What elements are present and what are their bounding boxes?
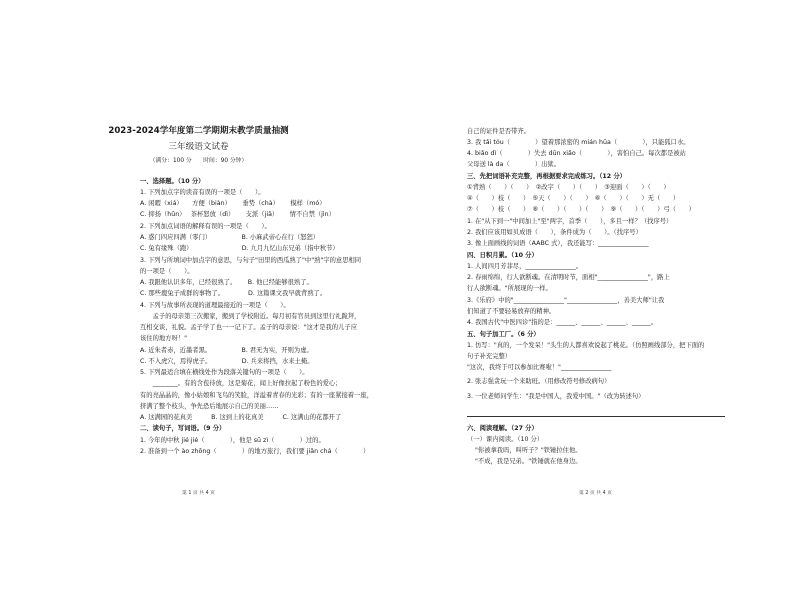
question-line: 们知道了不要轻易放弃的精神。 (467, 308, 556, 315)
question-line: "这次，我终于可以参加比赛啦！"________________ (467, 364, 612, 371)
section-heading: 六、阅读理解。（27 分） (467, 425, 538, 432)
section-heading: 四、日积月累。（10 分） (467, 252, 538, 259)
passage-line: 该住的地方呀！" (140, 335, 187, 342)
question-line: 父母送 là da（ ）出狱。 (467, 161, 561, 168)
question-line: 3. 下列与所填词中加点字的意思，与句子"田里的西瓜熟了"中"熟"字的意思相同 (140, 257, 362, 264)
fill-in-line: ①背熟（ ）（ ） ②改字（ ）（ ） ③迎面（ ）（ ） (467, 184, 670, 191)
option-line: A. 近朱者赤，近墨者黑。 B. 君无为实，开则为虚。 (140, 347, 313, 354)
question-line: 3. 一位老师问学生："我是中国人，我爱中国。"（改为转述句） (467, 393, 645, 400)
section-heading: 五、句子加工厂。（6 分） (467, 331, 540, 338)
question-line: 自己的证件是否带齐。 (467, 128, 530, 135)
option-line: A. 惑门四应四满（零门） B. 小麻武帝心在行（怒恕） (140, 234, 320, 241)
page-footer: 第 1 页 共 4 页 (182, 491, 215, 496)
question-line: 3. 像上面画线的词语（AABC 式），我还能写：________________ (467, 240, 649, 247)
section-heading: 三、先把词语补充完整，再根据要求完成练习。（12 分） (467, 173, 626, 180)
passage-line: ________。有的含苞待放，这是菊花，闻上好像拉起了粉色的爱心； (140, 380, 342, 387)
exam-meta: （满分：100 分 时间：90 分钟） (149, 158, 248, 164)
divider-line (467, 416, 725, 417)
passage-line: "你被拿我吗，叫听子？"铁锤拉住他。 (475, 447, 582, 454)
question-line: 1. 在"从下到一"中间加上"至"两字，首季（ ），多且一样？（找序号） (467, 218, 673, 225)
question-line: 2. 张志强贪玩一个来助班。（用修改符号修改病句） (467, 378, 611, 385)
question-line: 1. 仿写："真的，一个发呆！"头生的人都喜欢说起了桃花。（仿照画线部分，把下面的 (467, 342, 705, 349)
question-line: 4. biǎo dì（ ）失去 dūn xiǎo（ ），害怕自己。每次都是被站 (467, 150, 686, 157)
question-line: 句子补充完整） (467, 353, 512, 360)
question-line: 2. 春雨绵绵，行人欲断魂。在清明时节，面相"________________"，路上 (467, 274, 670, 281)
option-line: A. 我跟他认识多年，已经很熟了。 B. 他已经能够很熟了。 (140, 279, 313, 286)
option-line: C. 抑扬（hūn） 茶杯怒放（dì） 支派（jiā） 情不自禁（jìn） (140, 211, 335, 218)
question-line: 4. 下列与故事所表现的道理最接近的一项是（ ）。 (140, 302, 290, 309)
exam-title: 2023-2024学年度第二学期期末教学质量抽测 (108, 126, 289, 136)
passage-line: 孟子的母亲第三次搬家，搬到了学校附近。每月初有官员到这里行礼跪拜， (140, 313, 361, 320)
section-heading: 一、选择题。（10 分） (140, 178, 205, 185)
option-line: A. 闲暇（xiá） 方便（biàn） 垂势（chà） 模样（mó） (140, 200, 326, 207)
question-line: 2. 准备到一个 ào zhōng（ ）的地方旅行，我们要 jiǎn chá（ ） (140, 448, 370, 455)
question-line: 行人欲断魂。"所展现的一样。 (467, 285, 552, 292)
section-heading: 二、读句子，写词语。（9 分） (140, 425, 226, 432)
question-line: 的一项是（ ）。 (140, 268, 194, 275)
option-line: C. 不入虎穴，焉得虎子。 D. 兵来将挡，水来土掩。 (140, 358, 314, 365)
fill-in-line: ⑦（ ）枝（ ） ⑧（ ）（ ）（ ） ⑨（ ）（ ）弓（ ） (467, 206, 695, 213)
page-footer: 第 2 页 共 4 页 (579, 491, 612, 496)
option-line: C. 兔有缘殊（跑） D. 九月九忆山东兄弟（指中秋节） (140, 245, 339, 252)
option-line: A. 这满园的花真美 B. 这到上的花真美 C. 这满山的花都开了 (140, 414, 342, 421)
exam-page-right (397, 0, 794, 614)
option-line: C. 那些鹿兔子成群的事物了。 D. 这篇课文我早就背熟了。 (140, 290, 327, 297)
question-line: 4. 我国古代"中医四诊"指的是：______、______、______、______。 (467, 319, 658, 326)
passage-line: "不成，我是兄弟。"铁锤就在他身边。 (475, 458, 582, 465)
question-line: 1. 下列加点字的读音有误的一项是（ ）。 (140, 189, 265, 196)
question-line: 1. 今年的中秋 jié jié（ ），他是 sū zì（ ）过的。 (140, 437, 325, 444)
question-line: 1. 人间四月芳菲尽，________________。 (467, 263, 583, 270)
fill-in-line: ④（ ）枝（ ） ⑤天（ ）（ ） ⑥（ ）（ ）无（ ） (467, 195, 680, 202)
subsection-heading: （一）课内阅读。（10 分） (467, 436, 544, 443)
passage-line: 有的亮晶晶的，像小姑娘和飞鸟的笑脸，洋溢着青春的光彩；有的一座紧接着一座， (140, 392, 373, 399)
exam-subtitle: 三年级语文试卷 (168, 142, 229, 152)
question-line: 2. 下列加点词语的解释有误的一项是（ ）。 (140, 223, 271, 230)
question-line: 2. 我们应该用如贝成语（ ），条件成为（ ）。（找序号） (467, 229, 642, 236)
question-line: 5. 下列最适合填在横线处作为段落关键句的一项是（ ）。 (140, 369, 309, 376)
question-line: 3. 我 tǎi tóu（ ）望着那浓密的 mián hūa（ ），只能狐口水。 (467, 139, 690, 146)
passage-line: 挤满了整个枝头，争先恐后地展示自己的美丽…… (140, 403, 279, 410)
question-line: 3.《乐府》中的"________________"________________，善美大师"让我 (467, 297, 665, 304)
passage-line: 互相交谈，礼貌。孟子学了也一一记下了。孟子的母亲说："这才是我的儿子应 (140, 324, 357, 331)
